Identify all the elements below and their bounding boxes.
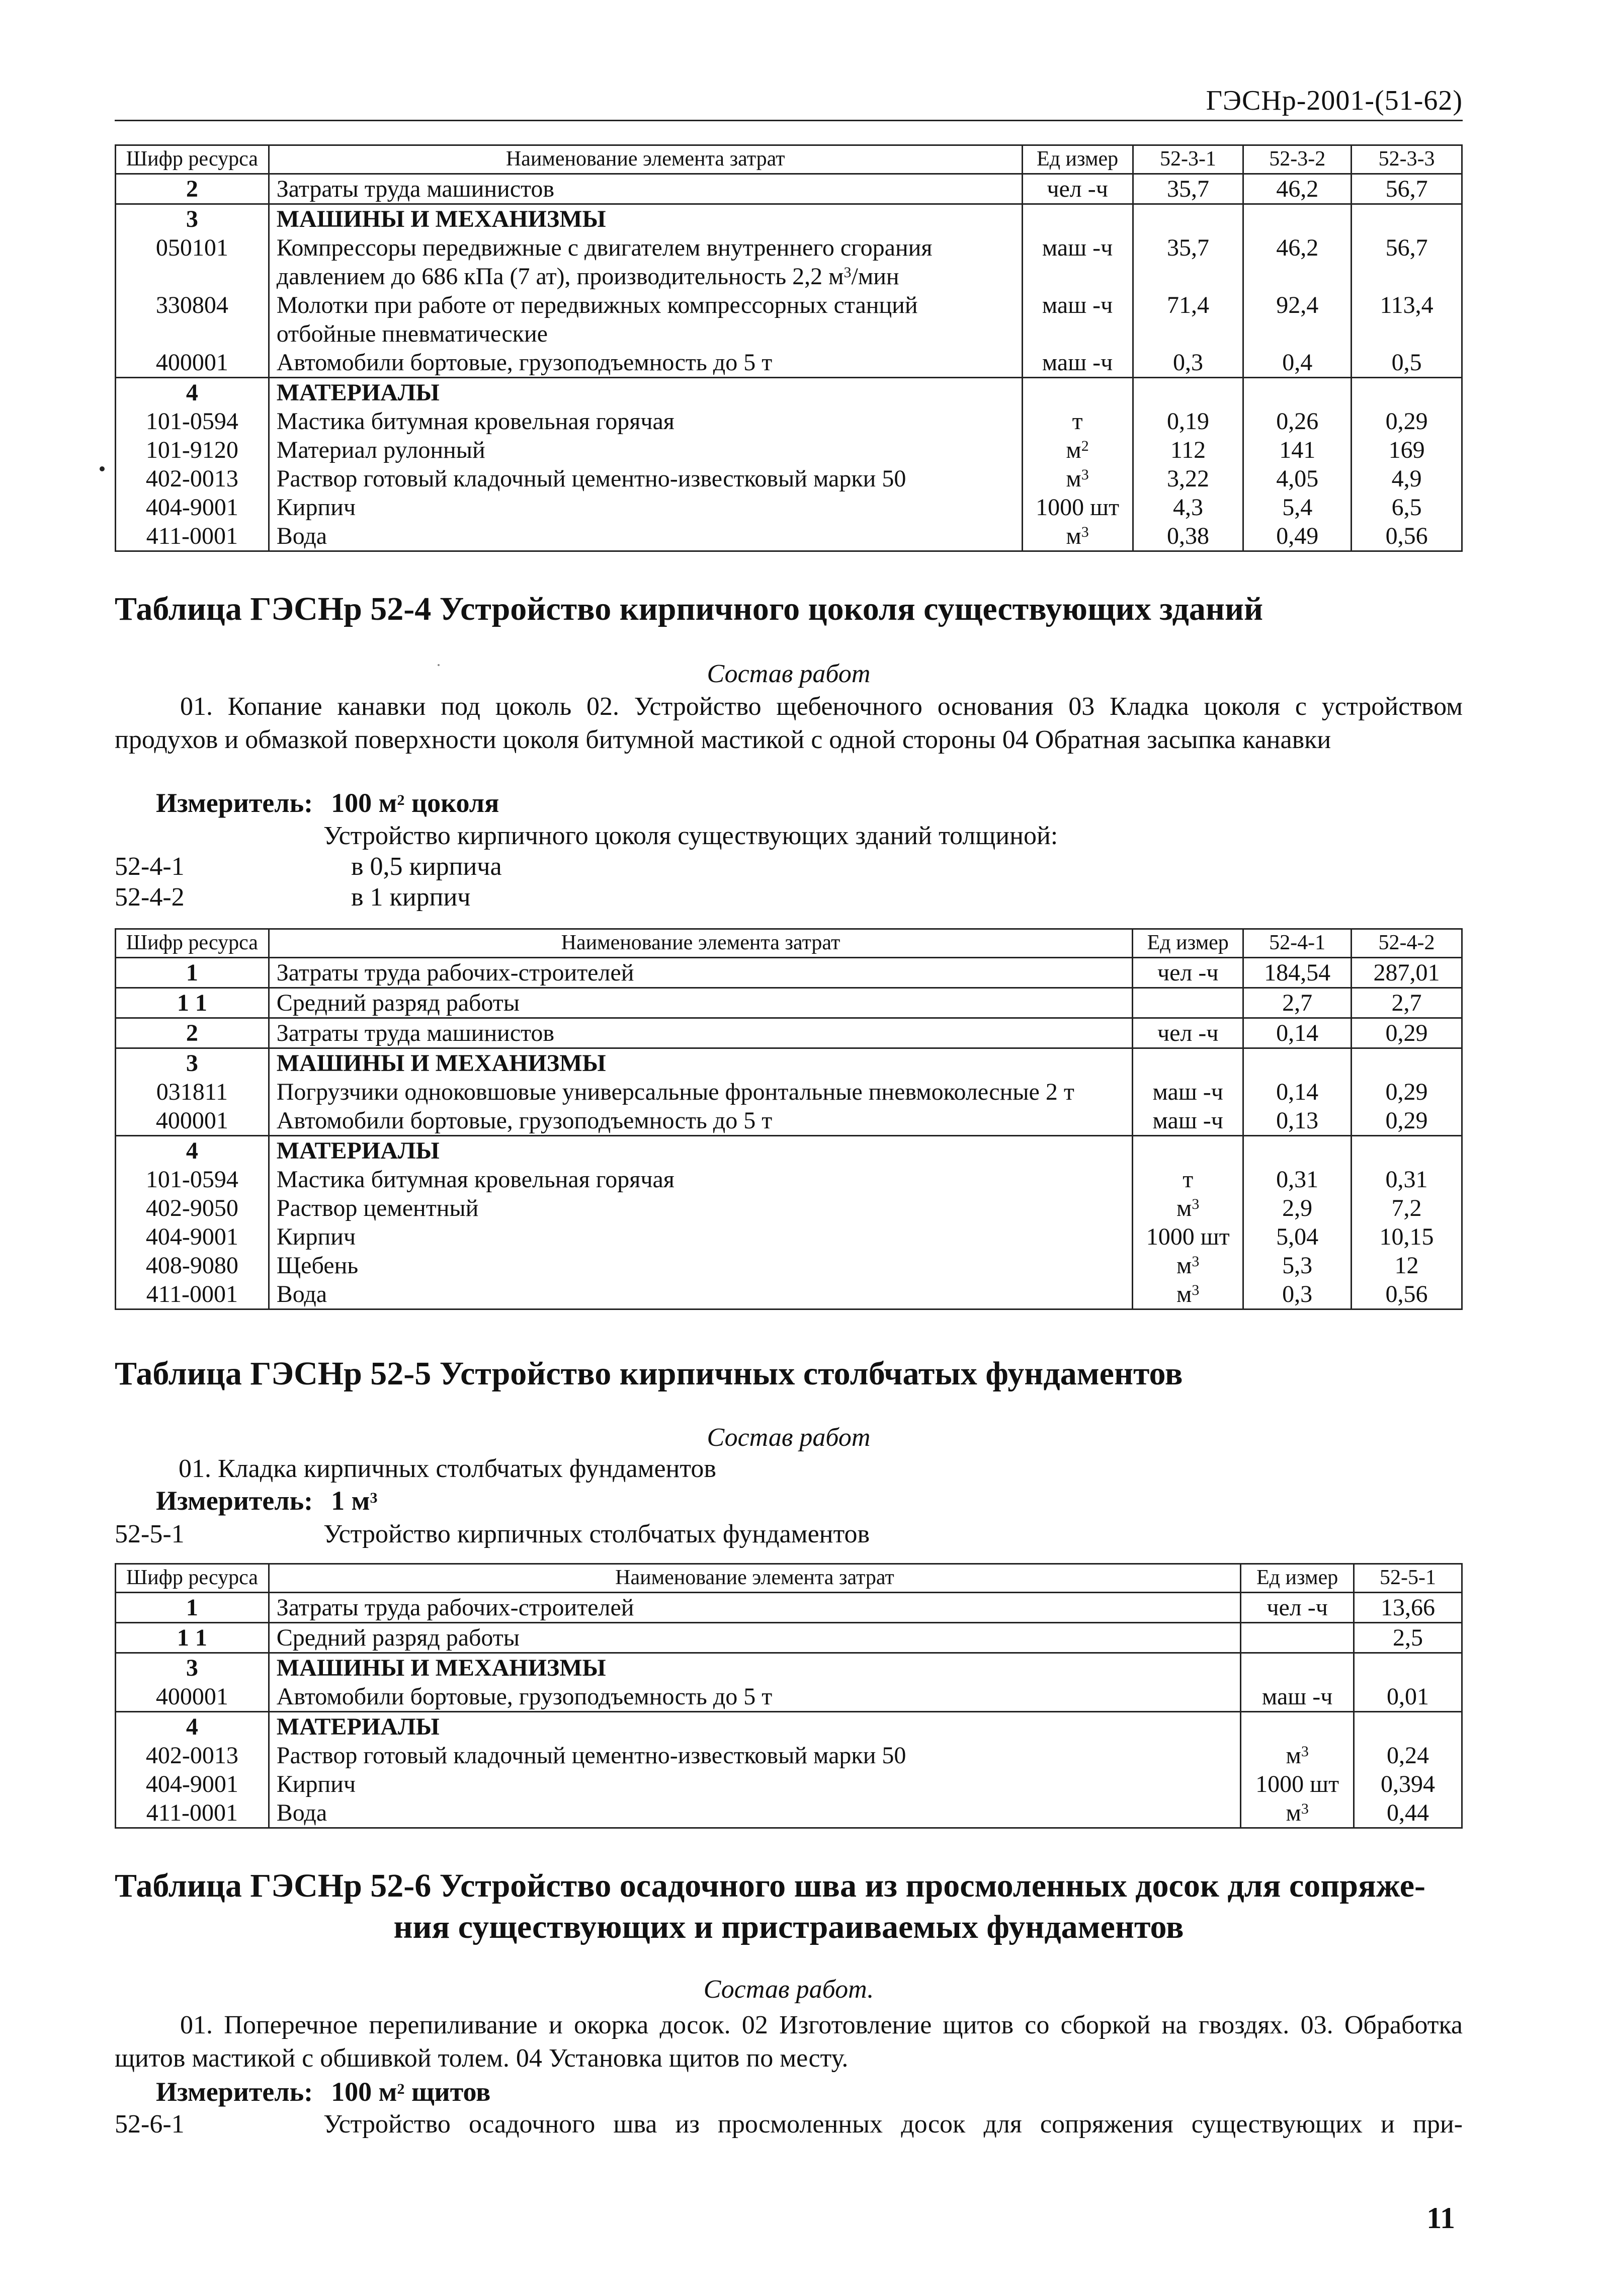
resource-code: 101-0594 [116, 407, 269, 436]
item-code: 52-5-1 [115, 1520, 185, 1548]
resource-code: 411-0001 [116, 1280, 269, 1309]
works-heading: Состав работ. [703, 1975, 874, 2004]
unit-of-measure: 1000 шт [1133, 1222, 1243, 1251]
cost-element-name: Молотки при работе от передвижных компрессорных станций отбойные пневматические [269, 291, 1022, 348]
works-description: 01. Кладка кирпичных столбчатых фундаментов [179, 1454, 716, 1483]
table-row [116, 1741, 1462, 1770]
item-code: 52-4-1 [115, 852, 185, 881]
table-row [116, 1653, 1462, 1683]
table-title-52-5: Таблица ГЭСНр 52-5 Устройство кирпичных столбчатых фундаментов [115, 1355, 1183, 1392]
table-row [116, 1593, 1462, 1623]
norm-value: 0,29 [1352, 407, 1462, 436]
unit-of-measure: т [1022, 407, 1133, 436]
works-heading: Состав работ [707, 1423, 871, 1452]
unit-of-measure [1022, 378, 1133, 407]
norm-value: 56,7 [1352, 233, 1462, 291]
resource-code: 404-9001 [116, 1222, 269, 1251]
norm-value: 0,29 [1352, 1078, 1462, 1106]
norm-value: 35,7 [1133, 233, 1243, 291]
resource-code: 400001 [116, 348, 269, 378]
unit-of-measure: 1000 шт [1241, 1770, 1354, 1798]
norm-value: 141 [1243, 436, 1352, 464]
norm-value [1354, 1653, 1462, 1683]
norm-value: 0,14 [1243, 1018, 1352, 1048]
unit-of-measure: $м^2$ [1022, 436, 1133, 464]
norm-value: 0,19 [1133, 407, 1243, 436]
norm-value: 0,394 [1354, 1770, 1462, 1798]
cost-element-name: Кирпич [269, 1222, 1132, 1251]
unit-of-measure: 1000 шт [1022, 493, 1133, 522]
column-header: 52-5-1 [1354, 1564, 1462, 1593]
unit-of-measure: чел -ч [1241, 1593, 1354, 1623]
norm-value: 35,7 [1133, 174, 1243, 204]
item-text: в 1 кирпич [351, 883, 471, 912]
norm-value: 287,01 [1352, 958, 1462, 988]
works-heading: Состав работ [707, 660, 871, 688]
norm-value: 6,5 [1352, 493, 1462, 522]
unit-of-measure: маш -ч [1133, 1106, 1243, 1136]
norm-value: 5,3 [1243, 1251, 1352, 1280]
table-row [116, 1682, 1462, 1712]
header-divider [115, 120, 1463, 121]
column-header: 52-3-2 [1243, 145, 1352, 174]
norm-value [1352, 378, 1462, 407]
cost-element-name: Раствор готовый кладочный цементно-известковый марки 50 [269, 1741, 1240, 1770]
resource-code: 4 [116, 1136, 269, 1166]
unit-of-measure: $м^3$ [1241, 1741, 1354, 1770]
measure-value: 100 $м^2$ щитов [331, 2077, 491, 2107]
resource-code: 3 [116, 204, 269, 234]
norm-value: 71,4 [1133, 291, 1243, 348]
unit-of-measure: маш -ч [1022, 348, 1133, 378]
norm-value [1352, 1136, 1462, 1166]
norm-value: 2,7 [1352, 988, 1462, 1018]
page-number: 11 [1426, 2201, 1455, 2235]
norm-value: 0,13 [1243, 1106, 1352, 1136]
norm-value: 113,4 [1352, 291, 1462, 348]
table-row [116, 1770, 1462, 1798]
resource-code: 4 [116, 378, 269, 407]
unit-of-measure: маш -ч [1022, 233, 1133, 291]
norm-value [1243, 204, 1352, 234]
table-title-52-6: Таблица ГЭСНр 52-6 Устройство осадочного шва из просмоленных досок для сопряже- [115, 1867, 1425, 1904]
table-row [116, 174, 1462, 204]
table-row [116, 958, 1462, 988]
table-row [116, 522, 1462, 551]
item-code: 52-6-1 [115, 2110, 185, 2139]
column-header: Ед измер [1022, 145, 1133, 174]
section-heading: МАТЕРИАЛЫ [269, 1136, 1132, 1166]
table-row [116, 1136, 1462, 1166]
column-header: Наименование элемента затрат [269, 929, 1132, 958]
norm-value [1352, 204, 1462, 234]
table-row [116, 1048, 1462, 1078]
table-row [116, 1251, 1462, 1280]
norm-value: 2,9 [1243, 1194, 1352, 1222]
column-header: 52-4-2 [1352, 929, 1462, 958]
norm-value: 0,56 [1352, 522, 1462, 551]
norm-value: 169 [1352, 436, 1462, 464]
table-row [116, 436, 1462, 464]
norm-value: 0,49 [1243, 522, 1352, 551]
item-intro: Устройство кирпичного цоколя существующих зданий толщиной: [323, 822, 1058, 850]
resource-table-52-5 [115, 1563, 1463, 1829]
resource-code: 402-0013 [116, 464, 269, 493]
norm-value: 0,38 [1133, 522, 1243, 551]
table-row [116, 1280, 1462, 1309]
column-header: Шифр ресурса [116, 145, 269, 174]
resource-code: 101-9120 [116, 436, 269, 464]
resource-code: 3 [116, 1653, 269, 1683]
norm-value: 92,4 [1243, 291, 1352, 348]
norm-value: 2,5 [1354, 1623, 1462, 1653]
cost-element-name: Затраты труда рабочих-строителей [269, 1593, 1240, 1623]
norm-value: 0,3 [1243, 1280, 1352, 1309]
resource-table-52-4 [115, 928, 1463, 1310]
column-header: Ед измер [1133, 929, 1243, 958]
norm-value [1352, 1048, 1462, 1078]
cost-element-name: Материал рулонный [269, 436, 1022, 464]
norm-value: 0,26 [1243, 407, 1352, 436]
unit-of-measure: $м^3$ [1133, 1194, 1243, 1222]
cost-element-name: Средний разряд работы [269, 988, 1132, 1018]
measure-label: Измеритель: [156, 1486, 313, 1516]
resource-code: 404-9001 [116, 493, 269, 522]
unit-of-measure: $м^3$ [1241, 1798, 1354, 1828]
unit-of-measure: $м^3$ [1022, 522, 1133, 551]
norm-value: 3,22 [1133, 464, 1243, 493]
resource-code: 400001 [116, 1682, 269, 1712]
unit-of-measure: маш -ч [1022, 291, 1133, 348]
cost-element-name: Кирпич [269, 493, 1022, 522]
resource-code: 400001 [116, 1106, 269, 1136]
norm-value: 5,4 [1243, 493, 1352, 522]
cost-element-name: Щебень [269, 1251, 1132, 1280]
table-row [116, 407, 1462, 436]
cost-element-name: Компрессоры передвижные с двигателем внутреннего сгорания давлением до 686 кПа (7 ат), производительность 2,2 $м^3$/мин [269, 233, 1022, 291]
cost-element-name: Вода [269, 1280, 1132, 1309]
section-heading: МАШИНЫ И МЕХАНИЗМЫ [269, 204, 1022, 234]
column-header: Шифр ресурса [116, 1564, 269, 1593]
unit-of-measure: маш -ч [1133, 1078, 1243, 1106]
resource-code: 3 [116, 1048, 269, 1078]
resource-table-52-3 [115, 144, 1463, 552]
unit-of-measure: $м^3$ [1133, 1280, 1243, 1309]
norm-value: 0,31 [1352, 1165, 1462, 1194]
norm-value: 0,3 [1133, 348, 1243, 378]
unit-of-measure [1022, 204, 1133, 234]
unit-of-measure: $м^3$ [1133, 1251, 1243, 1280]
unit-of-measure [1133, 988, 1243, 1018]
measure-label: Измеритель: [156, 2077, 313, 2107]
resource-code: 1 1 [116, 988, 269, 1018]
norm-value: 7,2 [1352, 1194, 1462, 1222]
column-header: 52-4-1 [1243, 929, 1352, 958]
column-header: Ед измер [1241, 1564, 1354, 1593]
resource-code: 411-0001 [116, 1798, 269, 1828]
table-header-row [116, 929, 1462, 958]
measure-unit [156, 2076, 490, 2107]
table-row [116, 1623, 1462, 1653]
resource-code: 402-9050 [116, 1194, 269, 1222]
table-header-row [116, 1564, 1462, 1593]
table-row [116, 988, 1462, 1018]
section-heading: МАШИНЫ И МЕХАНИЗМЫ [269, 1653, 1240, 1683]
item-text: Устройство кирпичных столбчатых фундаментов [323, 1520, 870, 1548]
resource-code: 031811 [116, 1078, 269, 1106]
measure-value: 1 $м^3$ [331, 1486, 378, 1516]
norm-value: 5,04 [1243, 1222, 1352, 1251]
table-row [116, 1165, 1462, 1194]
unit-of-measure [1241, 1653, 1354, 1683]
table-title-52-4: Таблица ГЭСНр 52-4 Устройство кирпичного цоколя существующих зданий [115, 591, 1263, 627]
table-title-52-6-cont: ния существующих и пристраиваемых фундаментов [393, 1909, 1184, 1945]
unit-of-measure: т [1133, 1165, 1243, 1194]
resource-code: 4 [116, 1712, 269, 1742]
norm-value: 0,31 [1243, 1165, 1352, 1194]
cost-element-name: Погрузчики одноковшовые универсальные фронтальные пневмоколесные 2 т [269, 1078, 1132, 1106]
item-code: 52-4-2 [115, 883, 185, 912]
norm-value: 0,29 [1352, 1106, 1462, 1136]
scan-speck [100, 466, 105, 471]
works-description: 01. Копание канавки под цоколь 02. Устройство щебеночного основания 03 Кладка цоколя с устройством продухов и обмазкой поверхности цоколя битумной мастикой с одной стороны 04 Обратная засыпка канавки [115, 692, 1463, 754]
column-header: 52-3-1 [1133, 145, 1243, 174]
norm-value: 0,5 [1352, 348, 1462, 378]
norm-value: 4,05 [1243, 464, 1352, 493]
column-header: 52-3-3 [1352, 145, 1462, 174]
cost-element-name: Раствор готовый кладочный цементно-известковый марки 50 [269, 464, 1022, 493]
cost-element-name: Вода [269, 522, 1022, 551]
resource-code: 404-9001 [116, 1770, 269, 1798]
norm-value: 46,2 [1243, 174, 1352, 204]
norm-value: 184,54 [1243, 958, 1352, 988]
table-row [116, 233, 1462, 291]
table-row [116, 1194, 1462, 1222]
document-code: ГЭСНр-2001-(51-62) [1206, 85, 1463, 116]
norm-value: 46,2 [1243, 233, 1352, 291]
cost-element-name: Автомобили бортовые, грузоподъемность до 5 т [269, 1682, 1240, 1712]
norm-value: 10,15 [1352, 1222, 1462, 1251]
norm-value: 0,44 [1354, 1798, 1462, 1828]
table-row [116, 493, 1462, 522]
resource-code: 050101 [116, 233, 269, 291]
works-description: 01. Поперечное перепиливание и окорка досок. 02 Изготовление щитов со сборкой на гвоздях. 03. Обработка щитов мастикой с обшивкой толем. 04 Установка щитов по месту. [115, 2011, 1463, 2073]
measure-value: 100 $м^2$ цоколя [331, 788, 499, 818]
cost-element-name: Автомобили бортовые, грузоподъемность до 5 т [269, 348, 1022, 378]
resource-code: 2 [116, 174, 269, 204]
resource-code: 101-0594 [116, 1165, 269, 1194]
table-row [116, 1018, 1462, 1048]
norm-value: 112 [1133, 436, 1243, 464]
unit-of-measure [1241, 1623, 1354, 1653]
cost-element-name: Автомобили бортовые, грузоподъемность до 5 т [269, 1106, 1132, 1136]
cost-element-name: Кирпич [269, 1770, 1240, 1798]
section-heading: МАТЕРИАЛЫ [269, 378, 1022, 407]
measure-unit [156, 1485, 377, 1516]
unit-of-measure [1133, 1048, 1243, 1078]
cost-element-name: Раствор цементный [269, 1194, 1132, 1222]
cost-element-name: Затраты труда машинистов [269, 174, 1022, 204]
norm-value: 12 [1352, 1251, 1462, 1280]
norm-value [1354, 1712, 1462, 1742]
unit-of-measure: $м^3$ [1022, 464, 1133, 493]
cost-element-name: Затраты труда машинистов [269, 1018, 1132, 1048]
resource-code: 402-0013 [116, 1741, 269, 1770]
table-row [116, 378, 1462, 407]
norm-value: 4,9 [1352, 464, 1462, 493]
unit-of-measure: чел -ч [1133, 958, 1243, 988]
resource-code: 1 [116, 1593, 269, 1623]
section-heading: МАШИНЫ И МЕХАНИЗМЫ [269, 1048, 1132, 1078]
unit-of-measure: чел -ч [1022, 174, 1133, 204]
resource-code: 411-0001 [116, 522, 269, 551]
cost-element-name: Мастика битумная кровельная горячая [269, 1165, 1132, 1194]
column-header: Наименование элемента затрат [269, 1564, 1240, 1593]
column-header: Шифр ресурса [116, 929, 269, 958]
item-text: в 0,5 кирпича [351, 852, 502, 881]
table-row [116, 464, 1462, 493]
resource-code: 330804 [116, 291, 269, 348]
measure-label: Измеритель: [156, 788, 313, 818]
norm-value: 4,3 [1133, 493, 1243, 522]
table-row [116, 291, 1462, 348]
norm-value: 0,01 [1354, 1682, 1462, 1712]
table-row [116, 1078, 1462, 1106]
measure-unit [156, 787, 499, 818]
table-row [116, 1106, 1462, 1136]
norm-value [1243, 378, 1352, 407]
norm-value [1133, 204, 1243, 234]
section-heading: МАТЕРИАЛЫ [269, 1712, 1240, 1742]
unit-of-measure [1241, 1712, 1354, 1742]
norm-value [1243, 1136, 1352, 1166]
norm-value [1243, 1048, 1352, 1078]
norm-value: 13,66 [1354, 1593, 1462, 1623]
table-row [116, 1222, 1462, 1251]
norm-value: 56,7 [1352, 174, 1462, 204]
table-row [116, 348, 1462, 378]
unit-of-measure [1133, 1136, 1243, 1166]
table-header-row [116, 145, 1462, 174]
norm-value: 0,56 [1352, 1280, 1462, 1309]
norm-value [1133, 378, 1243, 407]
resource-code: 408-9080 [116, 1251, 269, 1280]
table-row [116, 1712, 1462, 1742]
column-header: Наименование элемента затрат [269, 145, 1022, 174]
unit-of-measure: маш -ч [1241, 1682, 1354, 1712]
cost-element-name: Затраты труда рабочих-строителей [269, 958, 1132, 988]
resource-code: 1 [116, 958, 269, 988]
norm-value: 0,4 [1243, 348, 1352, 378]
table-row [116, 1798, 1462, 1828]
norm-value: 2,7 [1243, 988, 1352, 1018]
norm-value: 0,14 [1243, 1078, 1352, 1106]
resource-code: 1 1 [116, 1623, 269, 1653]
norm-value: 0,29 [1352, 1018, 1462, 1048]
unit-of-measure: чел -ч [1133, 1018, 1243, 1048]
norm-value: 0,24 [1354, 1741, 1462, 1770]
resource-code: 2 [116, 1018, 269, 1048]
table-row [116, 204, 1462, 234]
cost-element-name: Средний разряд работы [269, 1623, 1240, 1653]
cost-element-name: Мастика битумная кровельная горячая [269, 407, 1022, 436]
item-text: Устройство осадочного шва из просмоленных досок для сопряжения существующих и при- [323, 2110, 1463, 2139]
cost-element-name: Вода [269, 1798, 1240, 1828]
